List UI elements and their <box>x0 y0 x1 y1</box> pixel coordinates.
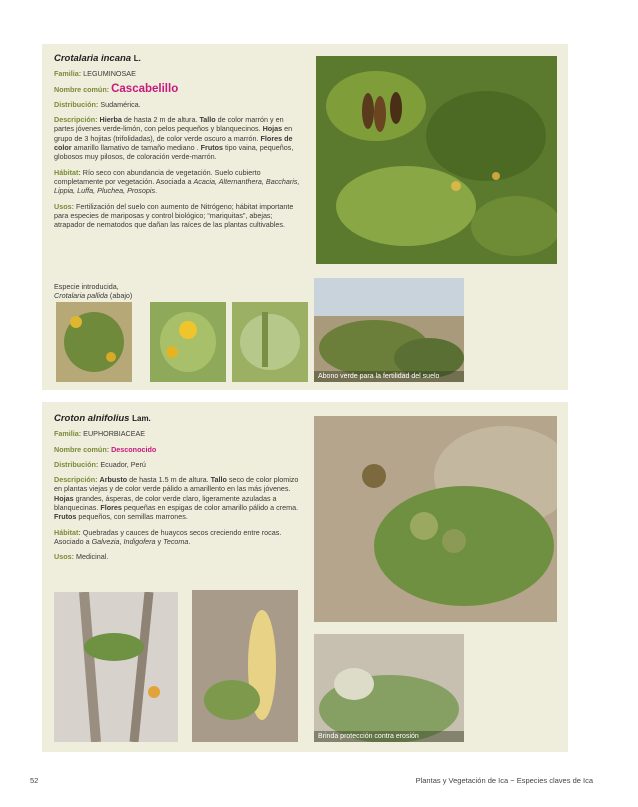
introduced-note: Especie introducida, Crotalaria pallida (abajo) <box>54 282 133 301</box>
description-paragraph: Descripción: Arbusto de hasta 1.5 m de altura. Tallo seco de color plomizo en plantas viejas y de color verde pálido a amarillento en las más jóvenes. Hojas grandes, ásperas, de color verde claro, ligeramente azuladas a blanquecinas. Flores pequeñas en espigas de color amarillo pálido a crema. Frutos pequeños, con semillas marrones. <box>54 475 299 522</box>
species-text-crotalaria <box>54 54 304 235</box>
croton-stem-photo <box>54 592 178 742</box>
species-text-croton <box>54 414 308 568</box>
species-panel-croton <box>42 402 568 752</box>
croton-flower-spike-photo <box>192 590 298 742</box>
habitat-paragraph: Hábitat: Quebradas y cauces de huaycos secos creciendo entre rocas. Asociado a Galvezia, Indigofera y Tecoma. <box>54 527 282 546</box>
uses-paragraph: Usos: Fertilización del suelo con aumento de Nitrógeno; hábitat importante para especies de mariposas y control biológico; “mariquitas”, abejas; atrapador de nematodos que dañan las raíces de las plantas cultivables. <box>54 201 294 230</box>
species-title: Crotalaria incana L. <box>54 53 141 64</box>
habitat-paragraph: Hábitat: Río seco con abundancia de vegetación. Suelo cubierto completamente por vegetación. Asociada a Acacia, Alternanthera, Baccharis, Lippia, Luffa, Pluchea, Prosopis. <box>54 167 300 196</box>
erosion-protection-photo <box>314 634 464 742</box>
common-name-line: Nombre común: Cascabelillo <box>54 82 179 95</box>
footer-title: Plantas y Vegetación de Ica − Especies claves de Ica <box>415 776 593 785</box>
species-panel-crotalaria <box>42 44 568 390</box>
familia-line: Familia: LEGUMINOSAE <box>54 69 136 79</box>
crotalaria-main-photo <box>316 56 557 264</box>
distribution-line: Distribución: Ecuador, Perú <box>54 459 146 469</box>
species-title: Croton alnifolius Lam. <box>54 413 151 424</box>
uses-paragraph: Usos: Medicinal. <box>54 552 109 562</box>
crotalaria-pallida-photo-1 <box>56 302 132 382</box>
crotalaria-pallida-photo-2 <box>150 302 226 382</box>
distribution-line: Distribución: Sudamérica. <box>54 99 141 109</box>
caption-green-manure: Abono verde para la fertilidad del suelo <box>314 371 464 382</box>
description-paragraph: Descripción: Hierba de hasta 2 m de altura. Tallo de color marrón y en partes jóvenes verde-limón, con pelos pequeños y blanquecinos. Hojas en grupo de 3 hojitas (trifolidadas), de color verde oscuro a marrón. Flores de color amarillo llamativo de tamaño mediano . Frutos tipo vaina, pequeños, globosos muy pilosos, de coloración verde-marrón. <box>54 115 294 162</box>
crotalaria-pallida-photo-3 <box>232 302 308 382</box>
croton-main-photo <box>314 416 557 622</box>
familia-line: Familia: EUPHORBIACEAE <box>54 429 146 439</box>
page-number: 52 <box>30 776 39 785</box>
caption-erosion: Brinda protección contra erosión <box>314 731 464 742</box>
green-manure-photo <box>314 278 464 382</box>
common-name-line: Nombre común: Desconocido <box>54 444 157 454</box>
